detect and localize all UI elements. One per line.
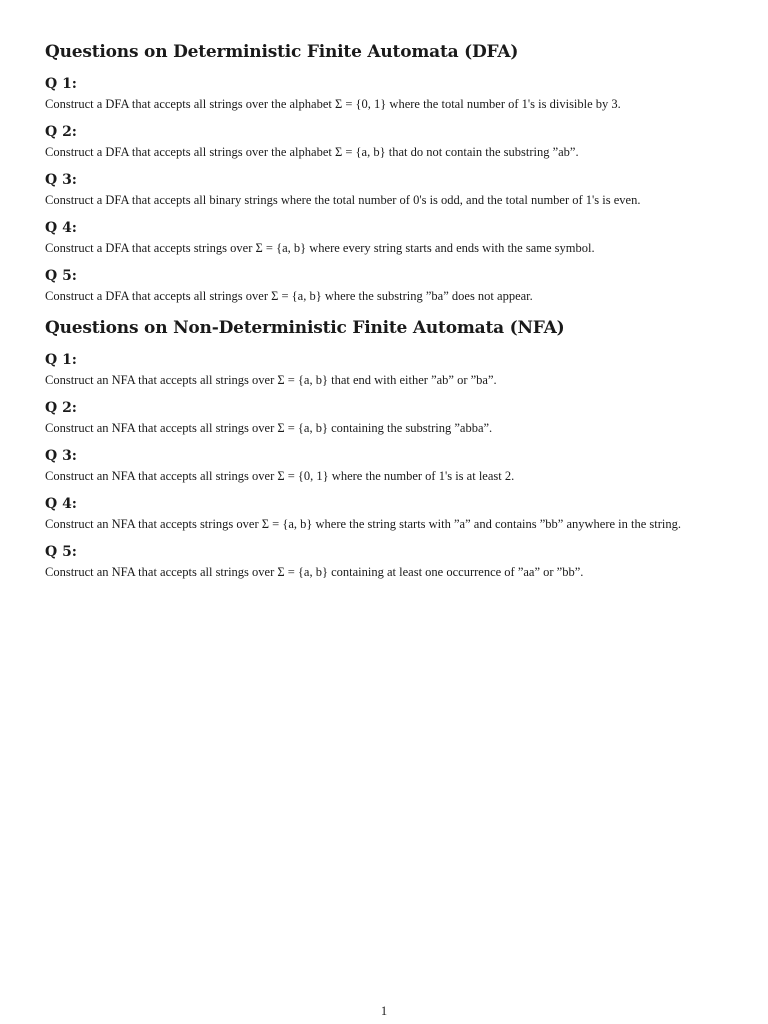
section-title-dfa: Questions on Deterministic Finite Automata (DFA) [45,42,519,62]
question-text: Construct an NFA that accepts all strings over Σ = {a, b} containing at least one occurrence of ”aa” or ”bb”. [45,565,584,579]
question-label: Q 4: [45,496,77,512]
nfa-question-5 [45,542,730,580]
page-number: 1 [380,1004,388,1018]
nfa-question-2 [45,398,730,436]
nfa-question-1 [45,350,730,388]
dfa-question-1 [45,74,730,112]
nfa-question-3 [45,446,730,484]
question-text: Construct an NFA that accepts strings over Σ = {a, b} where the string starts with ”a” and contains ”bb” anywhere in the string. [45,517,681,531]
question-label: Q 4: [45,220,77,236]
question-label: Q 1: [45,76,77,92]
question-label: Q 5: [45,268,77,284]
question-label: Q 5: [45,544,77,560]
question-text: Construct a DFA that accepts all binary strings where the total number of 0's is odd, and the total number of 1's is even. [45,193,641,207]
document-page [45,40,730,580]
question-text: Construct an NFA that accepts all strings over Σ = {0, 1} where the number of 1's is at least 2. [45,469,515,483]
question-text: Construct a DFA that accepts all strings over Σ = {a, b} where the substring ”ba” does not appear. [45,289,533,303]
question-text: Construct an NFA that accepts all strings over Σ = {a, b} containing the substring ”abba”. [45,421,493,435]
nfa-section [45,316,730,580]
dfa-section [45,40,730,304]
question-text: Construct a DFA that accepts strings over Σ = {a, b} where every string starts and ends with the same symbol. [45,241,595,255]
dfa-question-2 [45,122,730,160]
question-label: Q 1: [45,352,77,368]
question-label: Q 3: [45,172,77,188]
dfa-question-5 [45,266,730,304]
question-text: Construct an NFA that accepts all strings over Σ = {a, b} that end with either ”ab” or ”ba”. [45,373,497,387]
section-title-nfa: Questions on Non-Deterministic Finite Automata (NFA) [45,318,565,338]
question-text: Construct a DFA that accepts all strings over the alphabet Σ = {0, 1} where the total number of 1's is divisible by 3. [45,97,621,111]
question-label: Q 2: [45,124,77,140]
dfa-question-4 [45,218,730,256]
question-label: Q 2: [45,400,77,416]
dfa-question-3 [45,170,730,208]
nfa-question-4 [45,494,730,532]
question-label: Q 3: [45,448,77,464]
question-text: Construct a DFA that accepts all strings over the alphabet Σ = {a, b} that do not contain the substring ”ab”. [45,145,579,159]
